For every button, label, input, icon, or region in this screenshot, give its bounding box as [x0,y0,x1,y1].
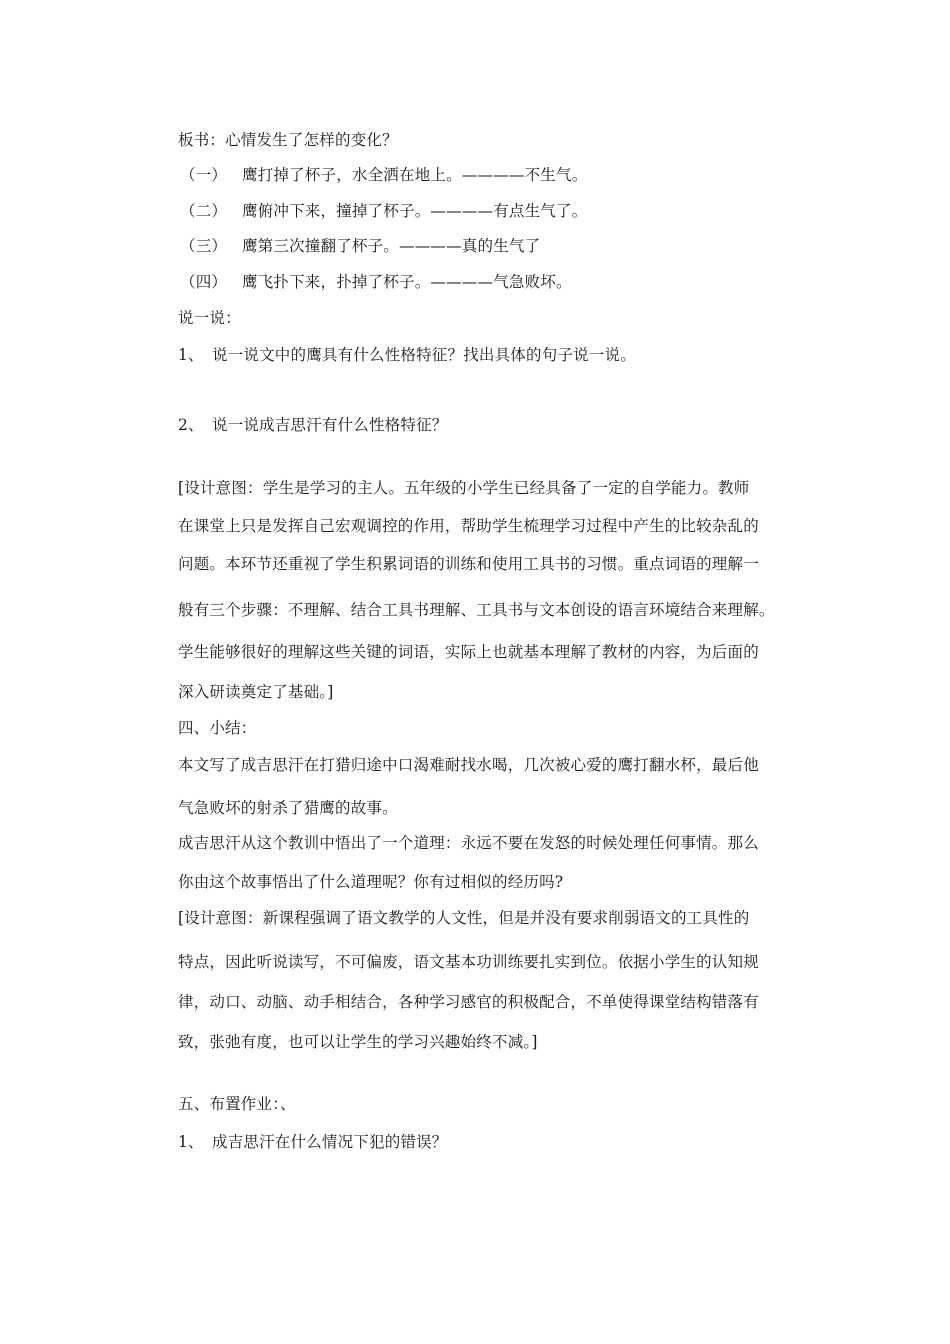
question-number: 2、 [178,416,204,434]
item-text: 鹰第三次撞翻了杯子。————真的生气了 [242,237,541,255]
homework-title: 五、布置作业：、 [178,1095,296,1113]
item-text: 鹰飞扑下来，扑掉了杯子。————气急败坏。 [242,273,572,291]
item-number: （四） [180,273,228,291]
homework-question-1 [178,1130,448,1152]
summary-line: 你由这个故事悟出了什么道理呢？你有过相似的经历吗? [178,873,564,891]
design-intent-line: 在课堂上只是发挥自己宏观调控的作用，帮助学生梳理学习过程中产生的比较杂乱的 [178,517,759,535]
design-intent-line: 学生能够很好的理解这些关键的词语，实际上也就基本理解了教材的内容，为后面的 [178,643,759,661]
item-number: （二） [180,202,228,220]
discussion-title: 说一说： [178,309,241,327]
question-text: 成吉思汗在什么情况下犯的错误？ [212,1133,448,1151]
blackboard-title: 板书：心情发生了怎样的变化？ [178,131,398,149]
blackboard-item [180,163,587,185]
design-intent-line: 深入研读奠定了基础。] [178,683,334,701]
item-text: 鹰打掉了杯子，水全洒在地上。————不生气。 [242,166,588,184]
design-intent-line: 致，张弛有度，也可以让学生的学习兴趣始终不减。] [178,1033,538,1051]
summary-line: 本文写了成吉思汗在打猎归途中口渴难耐找水喝，几次被心爱的鹰打翻水杯，最后他 [178,756,759,774]
summary-line: 气急败坏的射杀了猎鹰的故事。 [178,799,398,817]
summary-line: 成吉思汗从这个教训中悟出了一个道理：永远不要在发怒的时候处理任何事情。那么 [178,834,759,852]
design-intent-line: 般有三个步骤：不理解、结合工具书理解、工具书与文本创设的语言环境结合来理解。 [178,601,775,619]
item-number: （三） [180,237,228,255]
summary-title: 四、小结： [178,719,257,737]
blackboard-item [180,199,587,221]
blackboard-item [180,234,540,256]
item-number: （一） [180,166,228,184]
design-intent-line: 特点，因此听说读写，不可偏废，语文基本功训练要扎实到位。依据小学生的认知规 [178,953,759,971]
discussion-question-1 [178,343,636,365]
blackboard-item [180,270,572,292]
design-intent-line: 律，动口、动脑、动手相结合，各种学习感官的积极配合，不单使得课堂结构错落有 [178,993,759,1011]
item-text: 鹰俯冲下来，撞掉了杯子。————有点生气了。 [242,202,588,220]
design-intent-line: [设计意图：新课程强调了语文教学的人文性，但是并没有要求削弱语文的工具性的 [178,909,750,927]
question-number: 1、 [178,346,204,364]
question-text: 说一说文中的鹰具有什么性格特征？找出具体的句子说一说。 [212,346,636,364]
design-intent-line: 问题。本环节还重视了学生积累词语的训练和使用工具书的习惯。重点词语的理解一 [178,555,759,573]
discussion-question-2 [178,413,448,435]
question-text: 说一说成吉思汗有什么性格特征？ [212,416,448,434]
design-intent-line: [设计意图：学生是学习的主人。五年级的小学生已经具备了一定的自学能力。教师 [178,479,750,497]
question-number: 1、 [178,1133,204,1151]
